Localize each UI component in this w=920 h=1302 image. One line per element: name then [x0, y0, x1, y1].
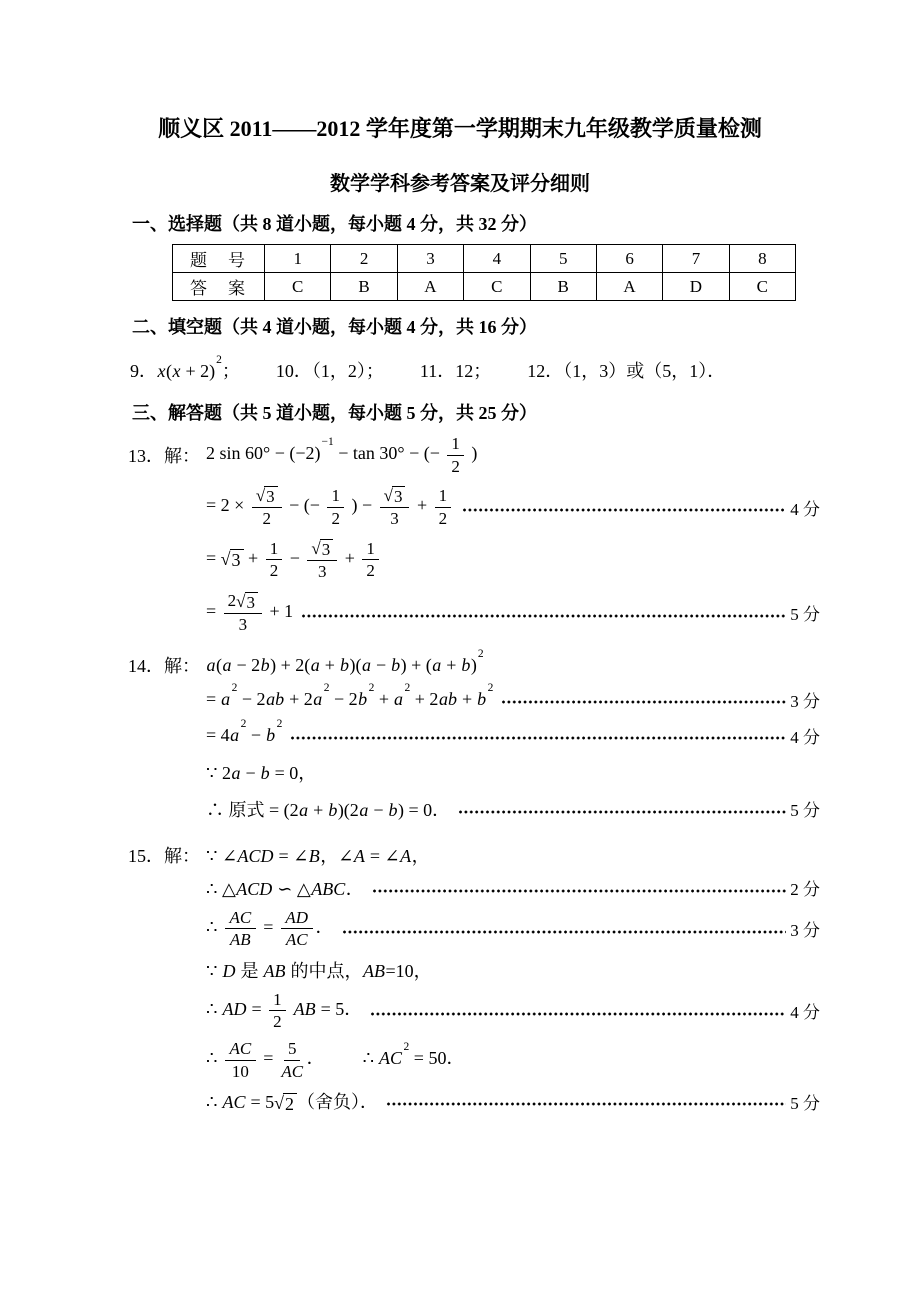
solution-line [128, 1039, 820, 1081]
problem-label: 13．解： [128, 446, 200, 467]
formula: = 2 √ 3 3 + 1 [206, 590, 294, 635]
solution-line [128, 908, 820, 950]
radical: √ 3 [311, 539, 333, 560]
fraction: $\frac{1}{2}$ [447, 434, 464, 476]
formula: ∴ AD = $\frac{1}{2}$ AB = 5． [206, 989, 363, 1032]
fraction: $\frac{1}{2}$ [266, 539, 283, 581]
dot-leader [462, 507, 786, 513]
answer-cell: C [464, 273, 530, 301]
formula: ∴ AC = 5 √ 2 （舍负）． [206, 1092, 379, 1115]
qnum-cell: 1 [265, 245, 331, 273]
dot-leader [301, 613, 786, 619]
answer-cell: B [530, 273, 596, 301]
solution-line [128, 842, 820, 868]
fraction: $\frac{AC}{AB}$ [225, 908, 256, 950]
table-row-answers [173, 273, 796, 301]
score-label: 4 分 [790, 499, 820, 519]
solution-line [128, 957, 820, 983]
formula: 2 $\sin 60^\circ - (-2)^{-1} - \tan 30^\circ$ − (− $\frac{1}{2}$ ) [206, 434, 478, 476]
formula: = √ 3 + $\frac{1}{2}$ − √ 3 3 + $\frac{1}{2}$ [206, 538, 382, 582]
answer-cell: B [331, 273, 397, 301]
solution-line [128, 591, 820, 635]
problem-label: 15．解： [128, 845, 200, 866]
problem-15-solution [128, 842, 820, 1115]
solution-line [128, 434, 820, 476]
solution-line [128, 485, 820, 529]
score-label: 2 分 [790, 880, 820, 900]
score-label: 5 分 [790, 801, 820, 821]
solution-line [128, 717, 820, 748]
formula: ∴ $\frac{AC}{AB}$ = $\frac{AD}{AC}$ ． [206, 907, 334, 950]
dot-leader [342, 929, 787, 935]
document-header [100, 112, 820, 196]
radical: √ 3 [256, 486, 278, 507]
formula: ∵ D 是 AB 的中点，AB=10， [206, 960, 432, 981]
table-row-question-numbers [173, 245, 796, 273]
fraction: √ 3 2 [252, 485, 282, 529]
solution-line [128, 538, 820, 582]
solution-line [128, 875, 820, 901]
qnum-cell: 6 [596, 245, 662, 273]
answer-cell: A [596, 273, 662, 301]
dot-leader [372, 888, 787, 894]
fraction: $\frac{AD}{AC}$ [281, 908, 313, 950]
fill-answers-formula: 9．$x(x + 2)^2$； 10．（1，2）； 11．12； 12．（1，3）或（5，1）． [130, 354, 726, 381]
section-heading-choice: 一、选择题（共 8 道小题，每小题 4 分，共 32 分） [132, 214, 537, 234]
answer-cell: C [265, 273, 331, 301]
formula: $a(a - 2b) + 2(a + b)(a - b) + (a + b)^2$ [206, 647, 484, 675]
dot-leader [290, 735, 786, 741]
problem-14-solution [128, 647, 820, 822]
score-label: 4 分 [790, 1003, 820, 1023]
score-label: 5 分 [790, 605, 820, 625]
solution-line [128, 647, 820, 677]
radical: √ 3 [221, 549, 244, 571]
choice-answer-table [172, 244, 796, 301]
dot-leader [370, 1011, 786, 1017]
fraction: $\frac{1}{2}$ [269, 990, 286, 1032]
formula: ∵ 2a − b = 0， [206, 762, 317, 783]
problem-13-solution [128, 434, 820, 635]
fill-answers-line [130, 354, 820, 383]
solution-line [128, 796, 820, 822]
formula: = $4a^2 - b^2$ [206, 717, 283, 745]
solution-line [128, 990, 820, 1032]
radical: √ 3 [384, 486, 406, 507]
formula: ∴ △ACD ∽ △ABC． [206, 878, 364, 899]
solution-line [128, 1088, 820, 1115]
fraction: 2 √ 3 3 [224, 591, 262, 635]
score-label: 3 分 [790, 921, 820, 941]
fraction: $\frac{1}{2}$ [327, 486, 344, 528]
dot-leader [501, 699, 786, 705]
page-subtitle: 数学学科参考答案及评分细则 [330, 173, 590, 195]
qnum-cell: 7 [663, 245, 729, 273]
problem-label: 14．解： [128, 656, 200, 677]
dot-leader [458, 809, 786, 815]
qnum-cell: 5 [530, 245, 596, 273]
page-title: 顺义区 2011——2012 学年度第一学期期末九年级教学质量检测 [158, 116, 762, 141]
fraction: √ 3 3 [380, 485, 410, 529]
solution-line [128, 759, 820, 785]
formula: ∵ ∠ACD = ∠B，∠A = ∠A， [206, 845, 430, 866]
qnum-cell: 4 [464, 245, 530, 273]
score-label: 4 分 [790, 727, 820, 747]
formula: = 2 × √ 3 2 − (− $\frac{1}{2}$ ) − √ 3 3 + $\frac{1}{2}$ [206, 485, 454, 529]
score-label: 3 分 [790, 691, 820, 711]
formula: = $a^2 - 2ab + 2a^2 - 2b^2 + a^2 + 2ab + b^2$ [206, 681, 494, 709]
answer-cell: A [397, 273, 463, 301]
formula: ∴ 原式 = (2a + b)(2a − b) = 0． [206, 799, 451, 820]
row-label-answer: 答 案 [173, 273, 265, 301]
answer-cell: D [663, 273, 729, 301]
fraction: $\frac{5}{AC}$ [281, 1039, 304, 1081]
fraction: $\frac{1}{2}$ [362, 539, 379, 581]
fraction: $\frac{AC}{10}$ [225, 1039, 256, 1081]
qnum-cell: 8 [729, 245, 795, 273]
solution-line [128, 681, 820, 712]
radical: √ 2 [274, 1093, 297, 1115]
dot-leader [386, 1101, 786, 1107]
row-label-number: 题 号 [173, 245, 265, 273]
score-label: 5 分 [790, 1093, 820, 1113]
answer-cell: C [729, 273, 795, 301]
fraction: $\frac{1}{2}$ [435, 486, 452, 528]
formula: ∴ $\frac{AC}{10}$ = $\frac{5}{AC}$ ． ∴ $AC^2 = 50$． [206, 1039, 465, 1081]
radical: √ 3 [236, 592, 258, 613]
fraction: √ 3 3 [307, 538, 337, 582]
qnum-cell: 3 [397, 245, 463, 273]
qnum-cell: 2 [331, 245, 397, 273]
section-heading-fill: 二、填空题（共 4 道小题，每小题 4 分，共 16 分） [132, 317, 537, 337]
section-heading-solve: 三、解答题（共 5 道小题，每小题 5 分，共 25 分） [132, 403, 537, 423]
